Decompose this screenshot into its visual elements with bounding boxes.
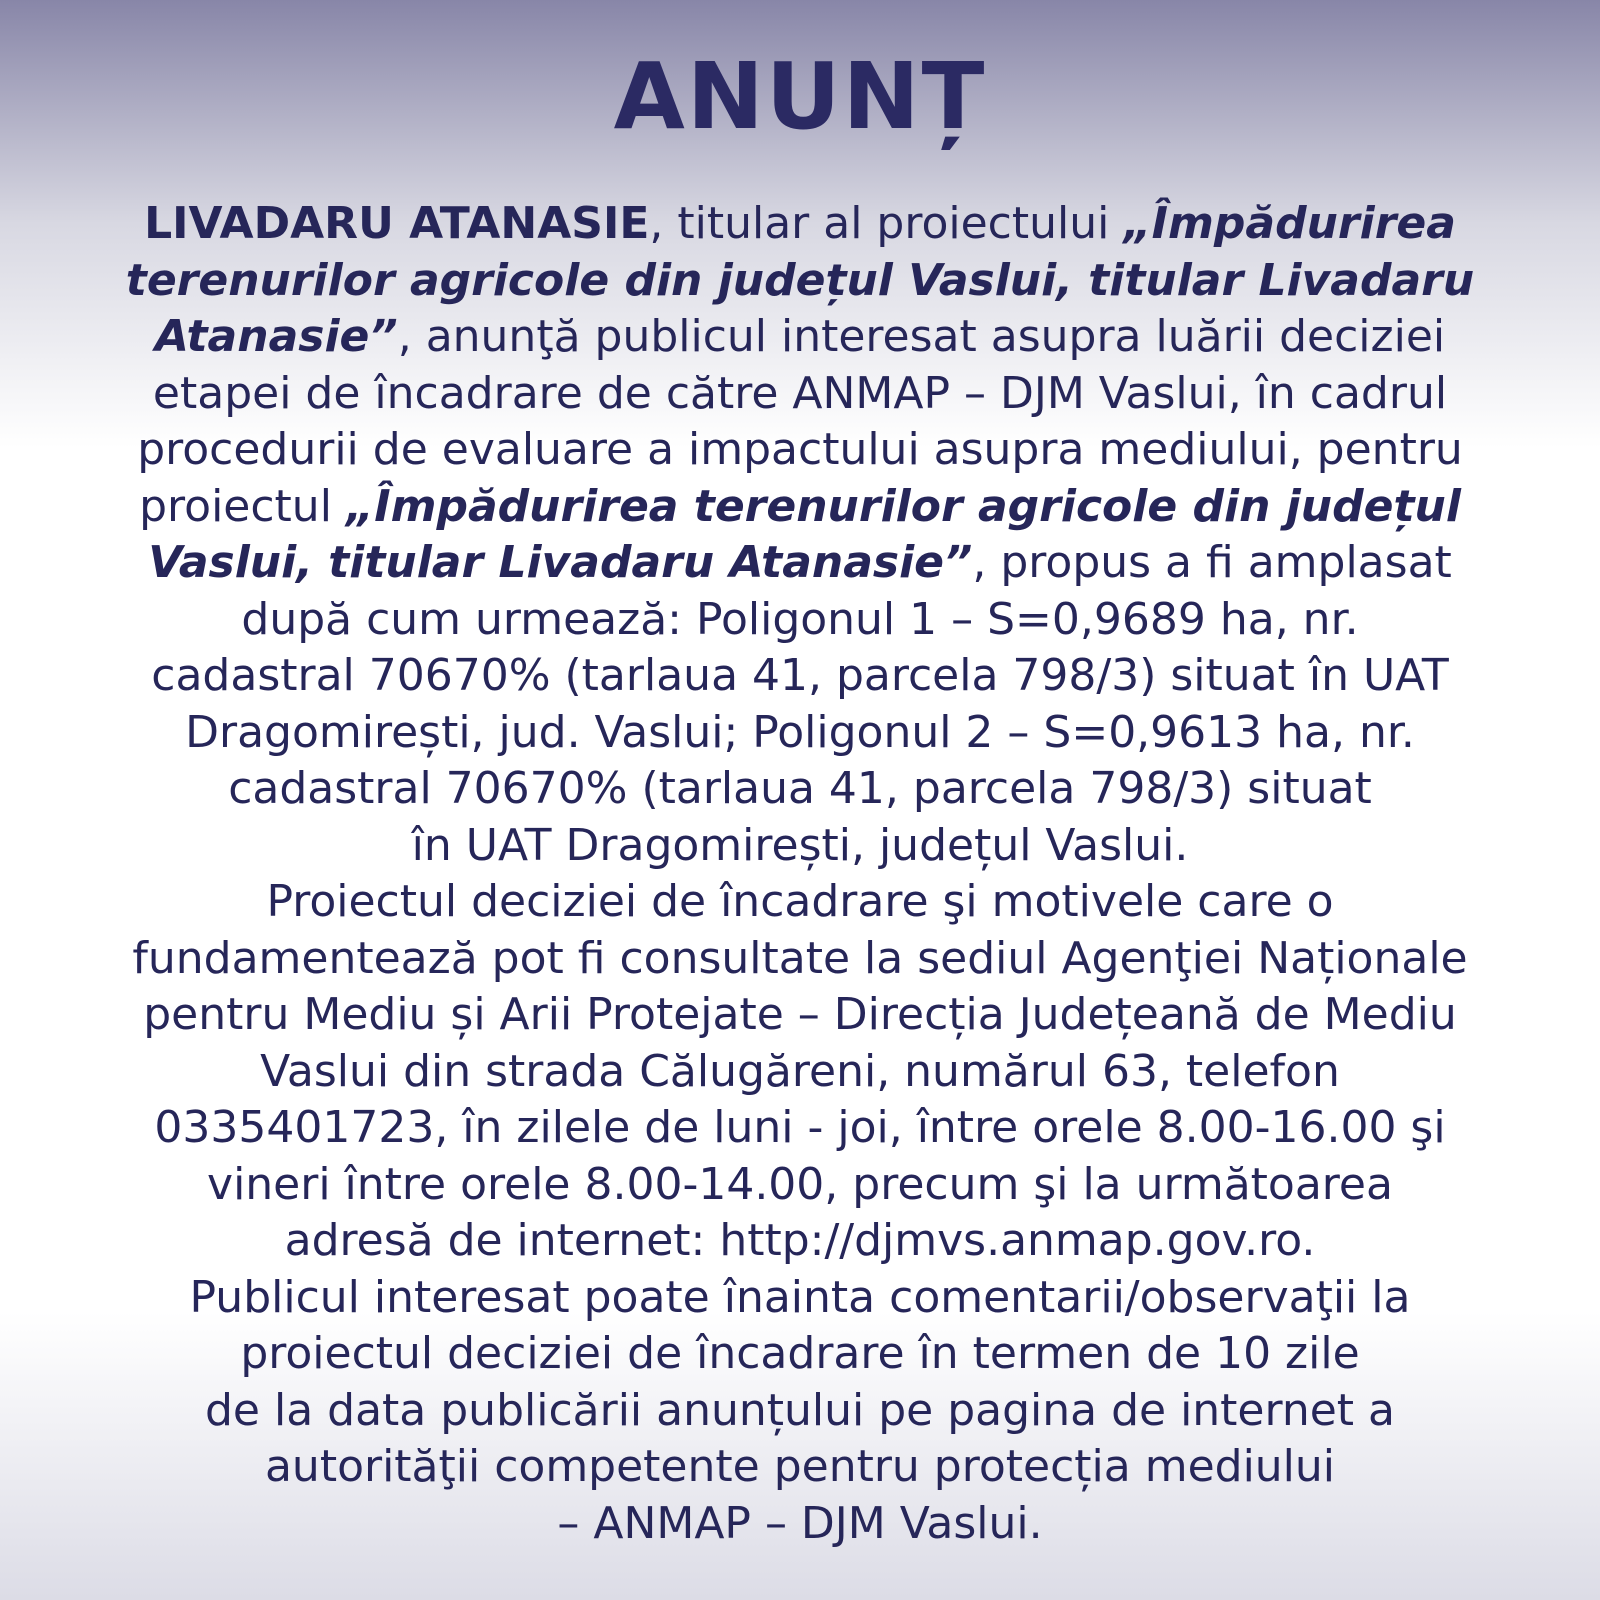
body-line (60, 479, 1540, 536)
body-line (60, 1100, 1540, 1157)
body-text-segment: Publicul interesat poate înainta comentarii/observaţii la (189, 1271, 1411, 1323)
body-line (60, 592, 1540, 649)
body-text-segment: vineri între orele 8.00-14.00, precum şi la următoarea (207, 1158, 1393, 1210)
body-line (60, 196, 1540, 253)
body-text-segment: , propus a fi amplasat (972, 537, 1452, 588)
announcement-title: ANUNȚ (613, 43, 987, 150)
body-text-segment: autorităţii competente pentru protecția mediului (264, 1441, 1336, 1492)
body-text-segment: , titular al proiectului (649, 198, 1124, 249)
body-text-segment: terenurilor agricole din județul Vaslui, titular Livadaru (125, 254, 1475, 306)
body-text-segment: proiectul (139, 480, 346, 532)
body-text-segment: Vaslui din strada Călugăreni, numărul 63, telefon (260, 1045, 1340, 1097)
body-text-segment: LIVADARU ATANASIE (144, 198, 650, 249)
body-text-segment: în UAT Dragomirești, județul Vaslui. (411, 819, 1189, 871)
body-text-segment: 0335401723, în zilele de luni - joi, între orele 8.00-16.00 şi (154, 1102, 1446, 1153)
body-text-segment: proiectul deciziei de încadrare în termen de 10 zile (240, 1328, 1360, 1379)
body-line (60, 366, 1540, 423)
announcement-body (60, 196, 1540, 1552)
body-text-segment: Dragomirești, jud. Vaslui; Poligonul 2 – S=0,9613 ha, nr. (185, 706, 1415, 758)
body-line (60, 422, 1540, 479)
body-line (60, 309, 1540, 366)
body-line (60, 1044, 1540, 1101)
body-text-segment: cadastral 70670% (tarlaua 41, parcela 798/3) situat în UAT (151, 650, 1449, 701)
body-text-segment: Atanasie” (154, 311, 398, 362)
body-text-segment: etapei de încadrare de către ANMAP – DJM Vaslui, în cadrul (152, 367, 1448, 419)
body-line (60, 253, 1540, 310)
body-line (60, 1383, 1540, 1440)
body-line (60, 931, 1540, 988)
body-text-segment: cadastral 70670% (tarlaua 41, parcela 798/3) situat (228, 763, 1372, 814)
body-line (60, 535, 1540, 592)
body-text-segment: „Împădurirea terenurilor agricole din județul (345, 480, 1461, 532)
body-line (60, 1157, 1540, 1214)
body-text-segment: adresă de internet: http://djmvs.anmap.gov.ro. (284, 1215, 1316, 1266)
body-line (60, 705, 1540, 762)
body-line (60, 1213, 1540, 1270)
body-line (60, 1270, 1540, 1327)
body-text-segment: „Împădurirea (1123, 198, 1456, 249)
body-line (60, 874, 1540, 931)
body-line (60, 987, 1540, 1044)
body-line (60, 818, 1540, 875)
body-line (60, 1439, 1540, 1496)
body-text-segment: pentru Mediu și Arii Protejate – Direcția Județeană de Mediu (143, 989, 1457, 1040)
body-text-segment: fundamentează pot fi consultate la sediul Agenţiei Naționale (132, 932, 1468, 984)
body-text-segment: Vaslui, titular Livadaru Atanasie” (148, 537, 973, 588)
body-text-segment: după cum urmează: Poligonul 1 – S=0,9689 ha, nr. (241, 593, 1359, 645)
body-line (60, 1496, 1540, 1553)
body-text-segment: Proiectul deciziei de încadrare şi motivele care o (266, 876, 1334, 927)
body-line (60, 648, 1540, 705)
body-text-segment: – ANMAP – DJM Vaslui. (557, 1497, 1043, 1549)
body-line (60, 1326, 1540, 1383)
body-text-segment: , anunţă publicul interesat asupra luării deciziei (397, 311, 1446, 362)
body-text-segment: de la data publicării anunțului pe pagina de internet a (205, 1384, 1395, 1436)
body-text-segment: procedurii de evaluare a impactului asupra mediului, pentru (137, 424, 1463, 475)
body-line (60, 761, 1540, 818)
